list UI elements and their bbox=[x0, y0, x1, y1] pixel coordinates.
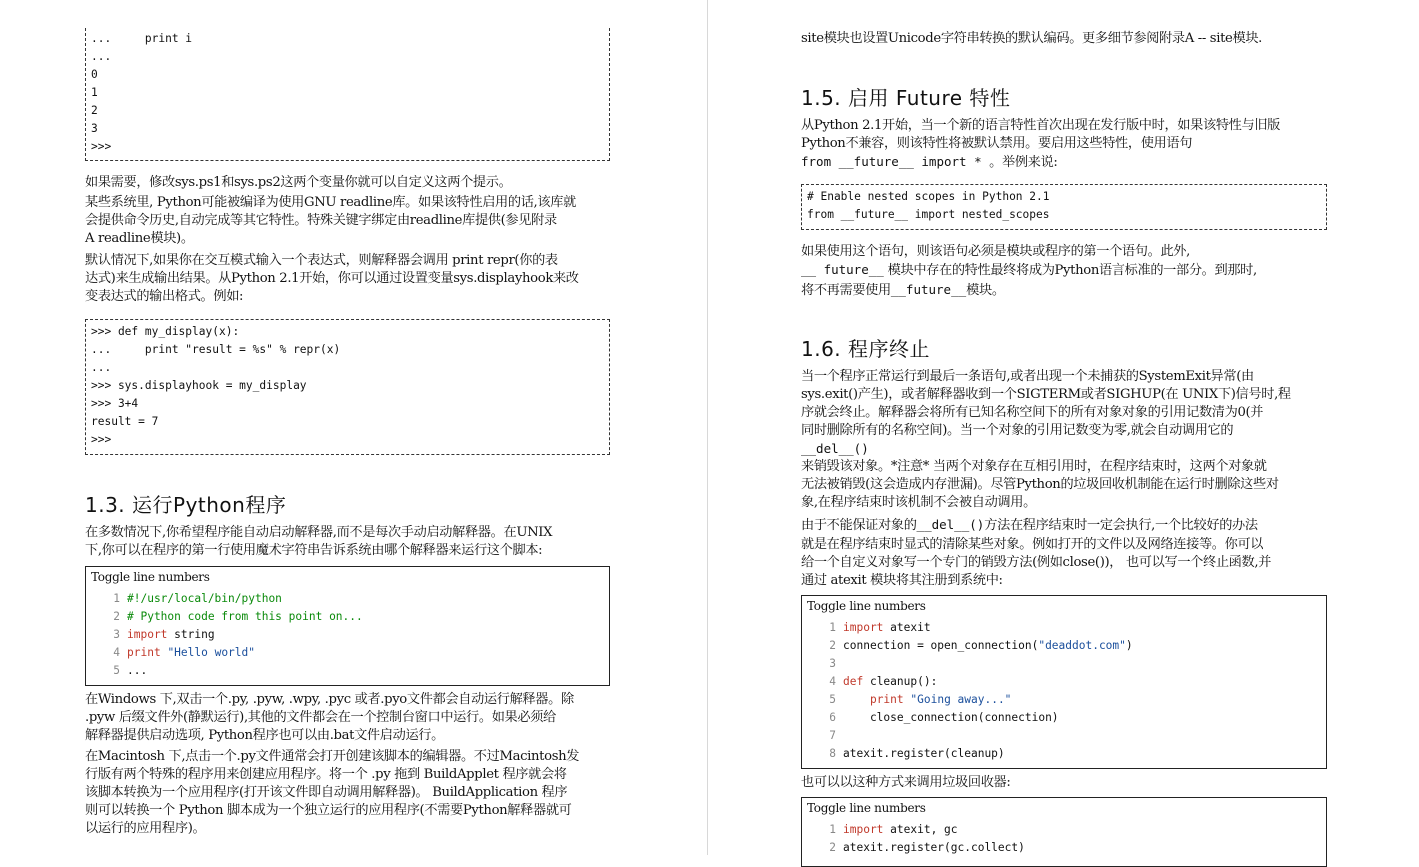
text-line: 通过 atexit 模块将其注册到系统中: bbox=[801, 573, 1003, 588]
line-number: 2 bbox=[113, 610, 120, 623]
paragraph-atexit bbox=[801, 536, 1327, 590]
code-token: #!/usr/local/bin/python bbox=[127, 592, 282, 605]
paragraph-destroy-objects bbox=[801, 458, 1327, 512]
code-token: ) bbox=[1125, 639, 1133, 652]
paragraph-future-no-longer: 将不再需要使用__future__模块。 bbox=[801, 282, 1005, 298]
code-listing-hello bbox=[85, 566, 610, 686]
code-line bbox=[86, 590, 609, 608]
code-token: close_connection(connection) bbox=[843, 711, 1059, 724]
code-token: print bbox=[127, 646, 161, 659]
text-line: 象,在程序结束时该机制不会被自动调用。 bbox=[801, 495, 1036, 510]
code-token: "Hello world" bbox=[167, 646, 255, 659]
paragraph-displayhook bbox=[85, 252, 610, 306]
paragraph-future-intro bbox=[801, 117, 1327, 153]
paragraph-termination bbox=[801, 368, 1327, 440]
text-line: ... print "result = %s" % repr(x) bbox=[91, 343, 341, 356]
code-token: import bbox=[843, 621, 884, 634]
code-token: atexit.register(cleanup) bbox=[843, 747, 1005, 760]
text-line: 序就会终止。解释器会将所有已知名称空间下的所有对象对象的引用记数清为0(并 bbox=[801, 405, 1264, 420]
text-line: result = 7 bbox=[91, 415, 159, 428]
line-number: 6 bbox=[829, 711, 836, 724]
text-line: 行版有两个特殊的程序用来创建应用程序。将一个 .py 拖到 BuildApplet 程序就会将 bbox=[85, 767, 567, 782]
text-line: >>> def my_display(x): bbox=[91, 325, 240, 338]
page-divider bbox=[707, 0, 708, 855]
code-line bbox=[802, 727, 1326, 745]
toggle-line-numbers-link[interactable]: Toggle line numbers bbox=[807, 801, 926, 815]
text-line: 变表达式的输出格式。例如: bbox=[85, 289, 244, 304]
paragraph-site-module: site模块也设置Unicode字符串转换的默认编码。更多细节参阅附录A -- site模块. bbox=[801, 31, 1263, 46]
text-line: >>> bbox=[91, 433, 112, 446]
text-line: 1 bbox=[91, 86, 98, 99]
code-token: def bbox=[843, 675, 864, 688]
paragraph-future-first-statement: 如果使用这个语句，则该语句必须是模块或程序的第一个语句。此外, bbox=[801, 244, 1190, 259]
code-token: connection = open_connection( bbox=[843, 639, 1039, 652]
code-token: import bbox=[127, 628, 168, 641]
heading-1-6: 1.6. 程序终止 bbox=[801, 337, 931, 361]
code-token: atexit, gc bbox=[883, 823, 958, 836]
text-line: 会提供命令历史,自动完成等其它特性。特殊关键字绑定由readline库提供(参见附录 bbox=[85, 213, 557, 228]
code-line bbox=[86, 662, 609, 680]
heading-1-5: 1.5. 启用 Future 特性 bbox=[801, 86, 1011, 110]
code-line bbox=[802, 821, 1326, 839]
code-token: ... bbox=[127, 664, 148, 677]
text-line: 在Windows 下,双击一个.py, .pyw, .wpy, .pyc 或者.pyo文件都会自动运行解释器。除 bbox=[85, 692, 574, 707]
line-number: 1 bbox=[829, 823, 836, 836]
line-number: 4 bbox=[113, 646, 120, 659]
line-number: 2 bbox=[829, 639, 836, 652]
paragraph-gc: 也可以以这种方式来调用垃圾回收器: bbox=[801, 775, 1011, 790]
text-line: 下,你可以在程序的第一行使用魔术字符串告诉系统由哪个解释器来运行这个脚本: bbox=[85, 543, 543, 558]
inline-code: __ future__ bbox=[801, 262, 884, 277]
code-listing-atexit bbox=[801, 595, 1327, 769]
line-number: 5 bbox=[113, 664, 120, 677]
text-line: 则可以转换一个 Python 脚本成为一个独立运行的应用程序(不需要Python解释器就可 bbox=[85, 803, 572, 818]
line-number: 7 bbox=[829, 729, 836, 742]
line-number: 4 bbox=[829, 675, 836, 688]
line-number: 5 bbox=[829, 693, 836, 706]
text-line: ... bbox=[91, 50, 112, 63]
inline-code: __del__() bbox=[916, 517, 985, 532]
inline-code: __future__ bbox=[890, 282, 967, 297]
text-line: .pyw 后缀文件外(静默运行),其他的文件都会在一个控制台窗口中运行。如果必须给 bbox=[85, 710, 556, 725]
text-line: 无法被销毁(这会造成内存泄漏)。尽管Python的垃圾回收机制能在运行时删除这些对 bbox=[801, 477, 1279, 492]
line-number: 3 bbox=[829, 657, 836, 670]
text-line: 0 bbox=[91, 68, 98, 81]
text-line: 同时删除所有的名称空间)。当一个对象的引用记数变为零,就会自动调用它的 bbox=[801, 423, 1234, 438]
text-line: 给一个自定义对象写一个专门的销毁方法(例如close())， 也可以写一个终止函数,并 bbox=[801, 555, 1272, 570]
text-line: >>> 3+4 bbox=[91, 397, 139, 410]
future-code-block bbox=[801, 184, 1327, 230]
text-line: from __future__ import nested_scopes bbox=[807, 208, 1050, 221]
line-number: 2 bbox=[829, 841, 836, 854]
code-token: "deaddot.com" bbox=[1038, 639, 1126, 652]
code-token: cleanup(): bbox=[863, 675, 938, 688]
code-token: "Going away..." bbox=[910, 693, 1012, 706]
text-line: 该脚本转换为一个应用程序(打开该文件即自动调用解释器)。 BuildApplication 程序 bbox=[85, 785, 568, 800]
text-line: ... print i bbox=[91, 32, 193, 45]
code-token bbox=[843, 693, 870, 706]
paragraph-unix-magic bbox=[85, 524, 610, 560]
code-line bbox=[802, 655, 1326, 673]
text-line: 某些系统里, Python可能被编译为使用GNU readline库。如果该特性启用的话,该库就 bbox=[85, 195, 576, 210]
line-number: 3 bbox=[113, 628, 120, 641]
line-number: 8 bbox=[829, 747, 836, 760]
code-token: string bbox=[167, 628, 215, 641]
text-line: 默认情况下,如果你在交互模式输入一个表达式，则解释器会调用 print repr(你的表 bbox=[85, 253, 558, 268]
paragraph-readline bbox=[85, 194, 610, 248]
text-line: sys.exit()产生)，或者解释器收到一个SIGTERM或者SIGHUP(在 UNIX下)信号时,程 bbox=[801, 387, 1291, 402]
code-line bbox=[802, 619, 1326, 637]
code-token: import bbox=[843, 823, 884, 836]
text-line: # Enable nested scopes in Python 2.1 bbox=[807, 190, 1050, 203]
text-line: 当一个程序正常运行到最后一条语句,或者出现一个未捕获的SystemExit异常(由 bbox=[801, 369, 1254, 384]
code-line bbox=[86, 626, 609, 644]
code-token: print bbox=[869, 693, 904, 706]
inline-code: from __future__ import * bbox=[801, 154, 990, 169]
code-listing-gc bbox=[801, 797, 1327, 867]
text-line: 以运行的应用程序)。 bbox=[85, 821, 206, 836]
code-line bbox=[802, 745, 1326, 763]
text-line: 3 bbox=[91, 122, 98, 135]
text-line: 在多数情况下,你希望程序能自动启动解释器,而不是每次手动启动解释器。在UNIX bbox=[85, 525, 553, 540]
interactive-code-block bbox=[85, 28, 610, 161]
toggle-line-numbers-link[interactable]: Toggle line numbers bbox=[807, 599, 926, 613]
code-line bbox=[802, 637, 1326, 655]
displayhook-code-block bbox=[85, 319, 610, 455]
text-line: Python不兼容，则该特性将被默认禁用。要启用这些特性，使用语句 bbox=[801, 136, 1193, 151]
text-line: 就是在程序结束时显式的清除某些对象。例如打开的文件以及网络连接等。你可以 bbox=[801, 537, 1264, 552]
paragraph-windows bbox=[85, 691, 610, 745]
text-line: 来销毁该对象。*注意* 当两个对象存在互相引用时，在程序结束时，这两个对象就 bbox=[801, 459, 1267, 474]
code-line bbox=[86, 608, 609, 626]
line-number: 1 bbox=[113, 592, 120, 605]
code-line bbox=[802, 839, 1326, 857]
code-token: atexit.register(gc.collect) bbox=[843, 841, 1025, 854]
line-number: 1 bbox=[829, 621, 836, 634]
paragraph-macintosh bbox=[85, 748, 610, 838]
text-line: 从Python 2.1开始，当一个新的语言特性首次出现在发行版中时，如果该特性与旧版 bbox=[801, 118, 1281, 133]
text-line: ... bbox=[91, 361, 112, 374]
paragraph-del-method: 由于不能保证对象的__del__()方法在程序结束时一定会执行,一个比较好的办法 bbox=[801, 517, 1258, 533]
code-token: # Python code from this point on... bbox=[127, 610, 363, 623]
text-line: >>> sys.displayhook = my_display bbox=[91, 379, 307, 392]
toggle-line-numbers-link[interactable]: Toggle line numbers bbox=[91, 570, 210, 584]
text-line: 在Macintosh 下,点击一个.py文件通常会打开创建该脚本的编辑器。不过Macintosh发 bbox=[85, 749, 580, 764]
paragraph-future-intro-end: from __future__ import * 。举例来说: bbox=[801, 154, 1058, 170]
text-line: >>> bbox=[91, 140, 112, 153]
inline-code-del: __del__() bbox=[801, 441, 869, 456]
paragraph-future-standard: __ future__ 模块中存在的特性最终将成为Python语言标准的一部分。到那时, bbox=[801, 262, 1257, 278]
code-line bbox=[802, 709, 1326, 727]
paragraph-ps1-ps2: 如果需要，修改sys.ps1和sys.ps2这两个变量你就可以自定义这两个提示。 bbox=[85, 175, 512, 190]
text-line: 达式)来生成输出结果。从Python 2.1开始，你可以通过设置变量sys.displayhook来改 bbox=[85, 271, 579, 286]
text-line: 2 bbox=[91, 104, 98, 117]
code-line bbox=[86, 644, 609, 662]
heading-1-3: 1.3. 运行Python程序 bbox=[85, 493, 287, 517]
text-line: A readline模块)。 bbox=[85, 231, 194, 246]
code-line bbox=[802, 691, 1326, 709]
code-line bbox=[802, 673, 1326, 691]
text-line: 解释器提供启动选项, Python程序也可以由.bat文件启动运行。 bbox=[85, 728, 444, 743]
code-token: atexit bbox=[883, 621, 931, 634]
